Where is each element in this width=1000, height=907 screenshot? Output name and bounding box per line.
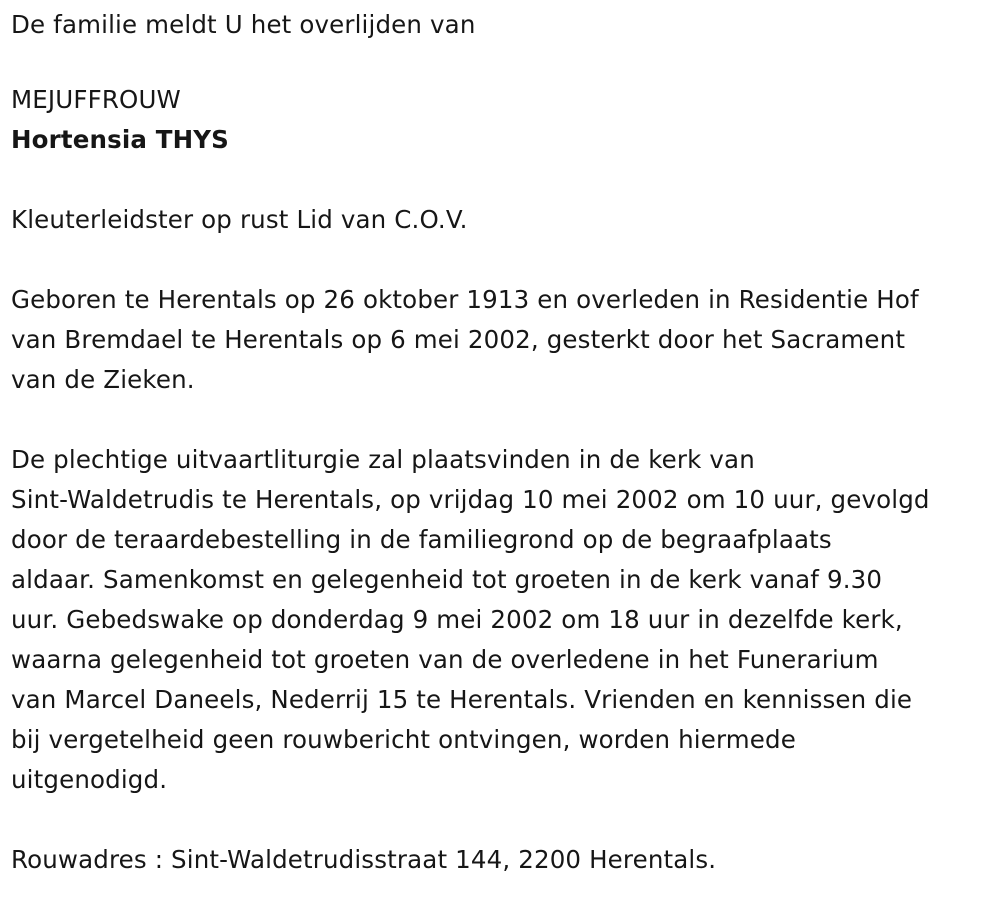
mourning-address: Rouwadres : Sint-Waldetrudisstraat 144, 2200 Herentals. bbox=[11, 845, 717, 874]
spacer bbox=[11, 400, 993, 440]
deceased-name: Hortensia THYS bbox=[11, 125, 229, 154]
spacer bbox=[11, 240, 993, 280]
honorific-title: MEJUFFROUW bbox=[11, 85, 181, 114]
paragraph-line: aldaar. Samenkomst en gelegenheid tot groeten in de kerk vanaf 9.30 bbox=[11, 565, 883, 594]
funeral-paragraph bbox=[11, 440, 993, 800]
paragraph-line: De plechtige uitvaartliturgie zal plaatsvinden in de kerk van bbox=[11, 445, 755, 474]
paragraph-line: bij vergetelheid geen rouwbericht ontvingen, worden hiermede bbox=[11, 725, 796, 754]
spacer bbox=[11, 40, 993, 80]
paragraph-line: Sint-Waldetrudis te Herentals, op vrijdag 10 mei 2002 om 10 uur, gevolgd bbox=[11, 485, 930, 514]
death-notice bbox=[11, 0, 993, 880]
paragraph-line: van Marcel Daneels, Nederrij 15 te Herentals. Vrienden en kennissen die bbox=[11, 685, 913, 714]
spacer bbox=[11, 800, 993, 840]
paragraph-line: Geboren te Herentals op 26 oktober 1913 en overleden in Residentie Hof bbox=[11, 285, 919, 314]
paragraph-line: uur. Gebedswake op donderdag 9 mei 2002 om 18 uur in dezelfde kerk, bbox=[11, 605, 903, 634]
occupation-text: Kleuterleidster op rust Lid van C.O.V. bbox=[11, 205, 468, 234]
paragraph-line: van de Zieken. bbox=[11, 365, 195, 394]
birth-death-paragraph bbox=[11, 280, 993, 400]
paragraph-line: waarna gelegenheid tot groeten van de overledene in het Funerarium bbox=[11, 645, 879, 674]
paragraph-line: door de teraardebestelling in de familiegrond op de begraafplaats bbox=[11, 525, 832, 554]
spacer bbox=[11, 160, 993, 200]
paragraph-line: van Bremdael te Herentals op 6 mei 2002, gesterkt door het Sacrament bbox=[11, 325, 906, 354]
paragraph-line: uitgenodigd. bbox=[11, 765, 168, 794]
intro-text: De familie meldt U het overlijden van bbox=[11, 10, 476, 39]
